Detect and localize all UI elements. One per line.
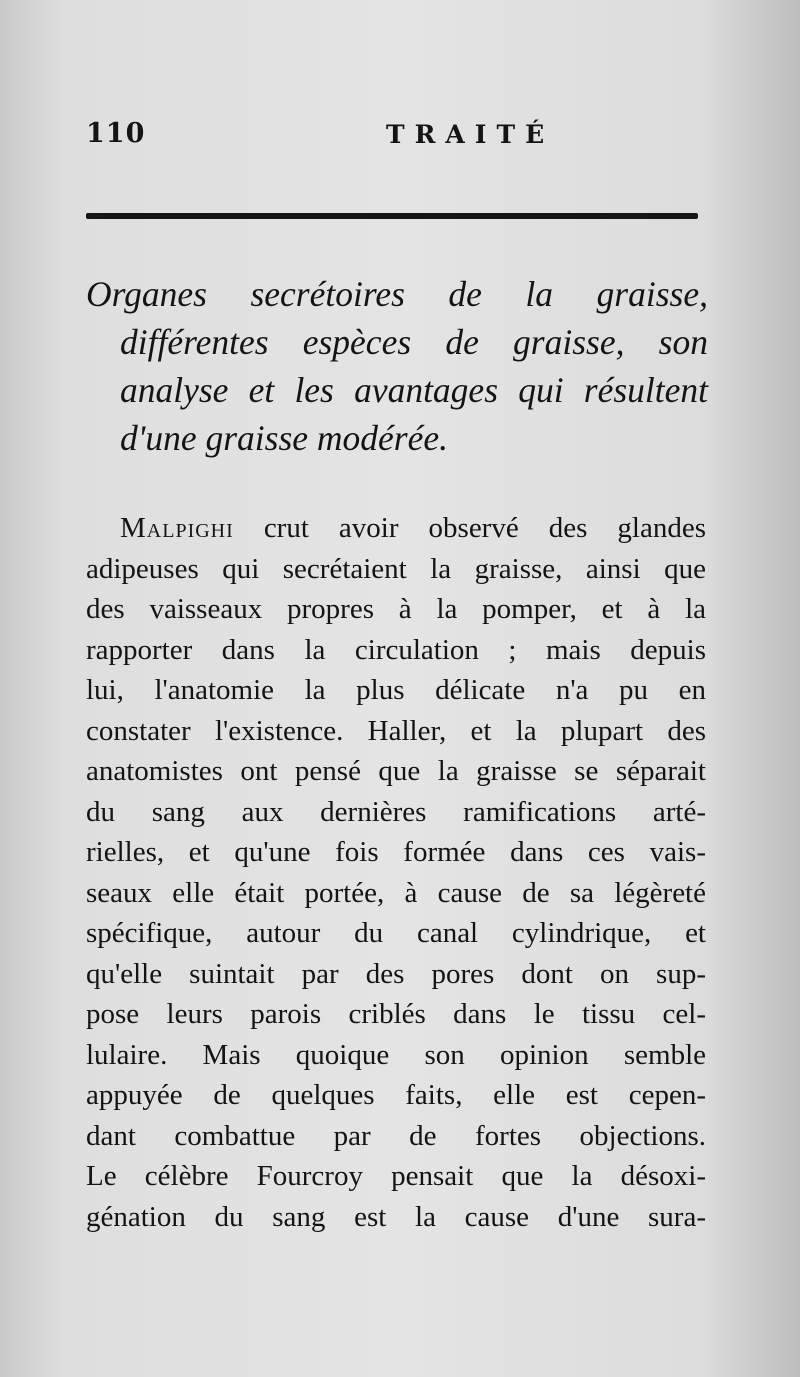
text-line: adipeuses qui secrétaient la graisse, ainsi que (86, 552, 706, 585)
text-line: appuyée de quelques faits, elle est cepen- (86, 1079, 706, 1111)
text-line-continuation: crut avoir observé des glandes (263, 512, 707, 544)
body-paragraph (86, 508, 706, 1237)
running-title: TRAITÉ (386, 120, 555, 149)
text-line: dant combattue par de fortes objections. (86, 1119, 706, 1152)
text-line: des vaisseaux propres à la pomper, et à la (86, 593, 706, 625)
text-line: spécifique, autour du canal cylindrique, et (86, 917, 706, 949)
page-number: 110 (86, 118, 146, 149)
text-line: rielles, et qu'une fois formée dans ces vais- (86, 836, 706, 868)
section-heading: Organes secrétoires de la graisse, différentes espèces de graisse, son analyse et les avantages qui résultent d'une graisse modérée. (86, 274, 708, 458)
page-header (86, 118, 698, 158)
text-line: seaux elle était portée, à cause de sa légèreté (86, 876, 706, 909)
text-line: pose leurs parois criblés dans le tissu cel- (86, 998, 706, 1030)
text-line (86, 508, 706, 549)
header-rule (86, 213, 698, 219)
text-line: Le célèbre Fourcroy pensait que la désoxi- (86, 1160, 706, 1192)
text-line: anatomistes ont pensé que la graisse se séparait (86, 755, 706, 787)
text-line: qu'elle suintait par des pores dont on sup- (86, 957, 706, 990)
text-line: constater l'existence. Haller, et la plupart des (86, 714, 706, 747)
text-line: rapporter dans la circulation ; mais depuis (86, 633, 706, 666)
author-name-malpighi: Malpighi (120, 512, 234, 544)
text-line: génation du sang est la cause d'une sura- (86, 1200, 706, 1233)
text-line: lulaire. Mais quoique son opinion semble (86, 1038, 706, 1071)
text-line: du sang aux dernières ramifications arté- (86, 795, 706, 828)
text-line: lui, l'anatomie la plus délicate n'a pu en (86, 674, 706, 706)
